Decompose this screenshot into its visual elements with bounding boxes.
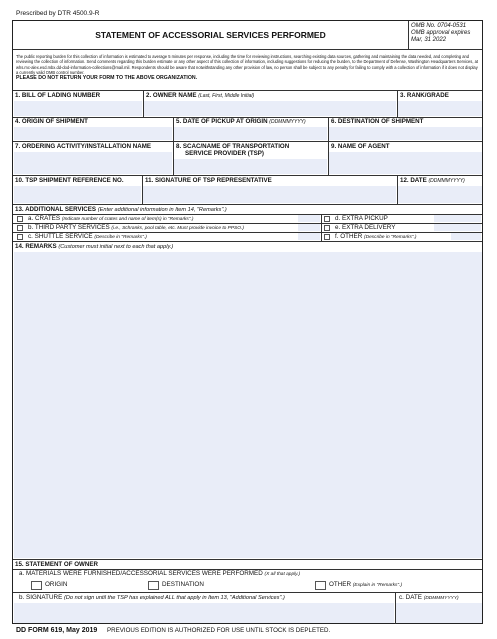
owner-name-label: [146, 92, 254, 100]
destination-checkbox[interactable]: [148, 581, 159, 590]
edition-note: PREVIOUS EDITION IS AUTHORIZED FOR USE UNTIL STOCK IS DEPLETED.: [107, 627, 331, 634]
origin-of-shipment-label: 4. ORIGIN OF SHIPMENT: [15, 118, 88, 125]
extra-pickup-label: d. EXTRA PICKUP: [335, 215, 388, 222]
owner-name-field[interactable]: [144, 101, 396, 116]
crates-checkbox[interactable]: [17, 216, 23, 222]
shuttle-checkbox[interactable]: [17, 234, 23, 240]
remarks-text: 14. REMARKS: [15, 243, 57, 250]
burden-statement: [16, 54, 481, 81]
other-location-text: OTHER: [329, 581, 352, 588]
divider: [13, 49, 482, 50]
divider: [13, 204, 482, 205]
bill-of-lading-field[interactable]: [14, 101, 142, 116]
tsp-date-label: [400, 177, 465, 185]
prescribed-by: Prescribed by DTR 4500.9-R: [16, 10, 100, 17]
omb-number: OMB No. 0704-0531: [411, 23, 467, 29]
divider: [13, 141, 482, 142]
other-text: f. OTHER: [335, 233, 363, 240]
additional-services-text: 13. ADDITIONAL SERVICES: [15, 206, 97, 213]
scac-field[interactable]: [174, 159, 327, 174]
tsp-signature-label: 11. SIGNATURE OF TSP REPRESENTATIVE: [145, 177, 272, 184]
divider: [13, 559, 482, 560]
owner-date-text: c. DATE: [399, 594, 422, 601]
destination-field[interactable]: [329, 127, 482, 140]
dd-form-619: [12, 20, 483, 624]
extra-delivery-checkbox[interactable]: [324, 225, 330, 231]
third-party-hint: (i.e., Schranks, pool table, etc. Must provide invoice to PPSO.): [111, 226, 244, 231]
tsp-reference-field[interactable]: [14, 186, 141, 203]
remarks-hint: (Customer must initial next to each that apply.): [58, 244, 174, 250]
remarks-textarea[interactable]: [14, 252, 482, 558]
agent-name-label: 9. NAME OF AGENT: [331, 143, 390, 150]
extra-delivery-field[interactable]: [434, 224, 481, 231]
origin-checkbox[interactable]: [31, 581, 42, 590]
omb-block: [411, 23, 483, 45]
form-footer: [16, 627, 330, 634]
owner-date-label: [399, 594, 459, 603]
additional-services-title: [15, 206, 227, 214]
owner-signature-text: b. SIGNATURE: [19, 594, 63, 601]
third-party-text: b. THIRD PARTY SERVICES: [28, 224, 110, 231]
statement-of-owner-title: 15. STATEMENT OF OWNER: [15, 561, 98, 568]
origin-label: ORIGIN: [45, 581, 68, 588]
tsp-date-field[interactable]: [398, 186, 482, 203]
divider: [321, 214, 322, 241]
scac-label-line2: SERVICE PROVIDER (TSP): [185, 150, 264, 157]
tsp-date-hint: (DDMMMYYYY): [428, 178, 465, 184]
other-checkbox[interactable]: [324, 234, 330, 240]
divider: [13, 175, 482, 176]
burden-warning: PLEASE DO NOT RETURN YOUR FORM TO THE ABOVE ORGANIZATION.: [16, 74, 198, 81]
owner-date-hint: (DDMMMYYYY): [423, 596, 459, 601]
bill-of-lading-label: 1. BILL OF LADING NUMBER: [15, 92, 101, 99]
third-party-checkbox[interactable]: [17, 225, 23, 231]
remarks-title: [15, 243, 173, 251]
tsp-signature-field[interactable]: [143, 186, 396, 203]
date-of-pickup-label: [176, 118, 306, 126]
ordering-activity-label: 7. ORDERING ACTIVITY/INSTALLATION NAME: [15, 143, 152, 150]
rank-grade-field[interactable]: [398, 101, 482, 116]
ordering-activity-field[interactable]: [14, 152, 172, 174]
third-party-field[interactable]: [298, 224, 320, 231]
other-location-label: [329, 581, 402, 590]
rank-grade-label: 3. RANK/GRADE: [400, 92, 449, 99]
materials-hint: (X all that apply.): [264, 572, 301, 577]
owner-signature-label: [19, 594, 285, 602]
date-of-pickup-text: 5. DATE OF PICKUP AT ORIGIN: [176, 118, 268, 125]
crates-text: a. CRATES: [28, 215, 61, 222]
destination-label: 6. DESTINATION OF SHIPMENT: [331, 118, 424, 125]
tsp-reference-label: 10. TSP SHIPMENT REFERENCE NO.: [15, 177, 124, 184]
materials-text: a. MATERIALS WERE FURNISHED/ACCESSORIAL SERVICES WERE PERFORMED: [19, 570, 263, 577]
shuttle-hint: (Describe in "Remarks".): [94, 235, 147, 240]
other-hint: (Describe in "Remarks".): [364, 235, 417, 240]
additional-services-hint: (Enter additional information in Item 14, "Remarks".): [97, 207, 227, 213]
divider: [13, 592, 482, 593]
date-of-pickup-hint: (DDMMMYYYY): [269, 119, 306, 125]
extra-delivery-label: e. EXTRA DELIVERY: [335, 224, 396, 231]
scac-label: [176, 143, 289, 157]
owner-signature-field[interactable]: [14, 603, 394, 623]
date-of-pickup-field[interactable]: [174, 127, 327, 140]
form-title: STATEMENT OF ACCESSORIAL SERVICES PERFORMED: [13, 21, 409, 49]
other-location-hint: (Explain in "Remarks".): [352, 583, 403, 588]
extra-pickup-field[interactable]: [434, 215, 481, 222]
materials-label: [19, 570, 300, 579]
scac-label-line1: 8. SCAC/NAME OF TRANSPORTATION: [176, 143, 290, 150]
origin-of-shipment-field[interactable]: [14, 127, 172, 140]
form-id: DD FORM 619, May 2019: [16, 627, 98, 634]
omb-expires: Mar, 31 2022: [411, 37, 447, 44]
divider: [13, 241, 482, 242]
other-location-checkbox[interactable]: [315, 581, 326, 590]
destination-checkbox-label: DESTINATION: [162, 581, 204, 588]
owner-name-text: 2. OWNER NAME: [146, 92, 197, 99]
owner-date-field[interactable]: [396, 603, 482, 623]
agent-name-field[interactable]: [329, 152, 482, 174]
divider: [13, 90, 482, 91]
shuttle-field[interactable]: [298, 233, 320, 240]
burden-text: The public reporting burden for this collection of information is estimated to average 5 minutes per response, including the time for reviewing instructions, searching existing data sources, gathering and maintaining the data needed, and completing and reviewing the collection of information. Send comments regarding this burden estimate or any other aspect of this collection of information, including suggestions for reducing the burden, to the Department of Defense, Washington Headquarters Services, at whs.mc-alex.esd.mbx.dd-dod-information-collections@mail.mil. Respondents should be aware that notwithstanding any other provision of law, no person shall be subject to any penalty for failing to comply with a collection of information if it does not display a currently valid OMB control number.: [16, 54, 479, 76]
tsp-date-text: 12. DATE: [400, 177, 427, 184]
owner-signature-hint: (Do not sign until the TSP has explained ALL that apply in Item 13, "Additional Services".): [64, 595, 285, 601]
omb-approval: OMB approval expires: [411, 30, 471, 37]
extra-pickup-checkbox[interactable]: [324, 216, 330, 222]
crates-field[interactable]: [298, 215, 320, 222]
crates-hint: (Indicate number of crates and name of item(s) in "Remarks".): [61, 217, 194, 222]
shuttle-text: c. SHUTTLE SERVICE: [28, 233, 93, 240]
other-field[interactable]: [451, 233, 481, 240]
owner-name-hint: (Last, First, Middle Initial): [198, 93, 255, 99]
